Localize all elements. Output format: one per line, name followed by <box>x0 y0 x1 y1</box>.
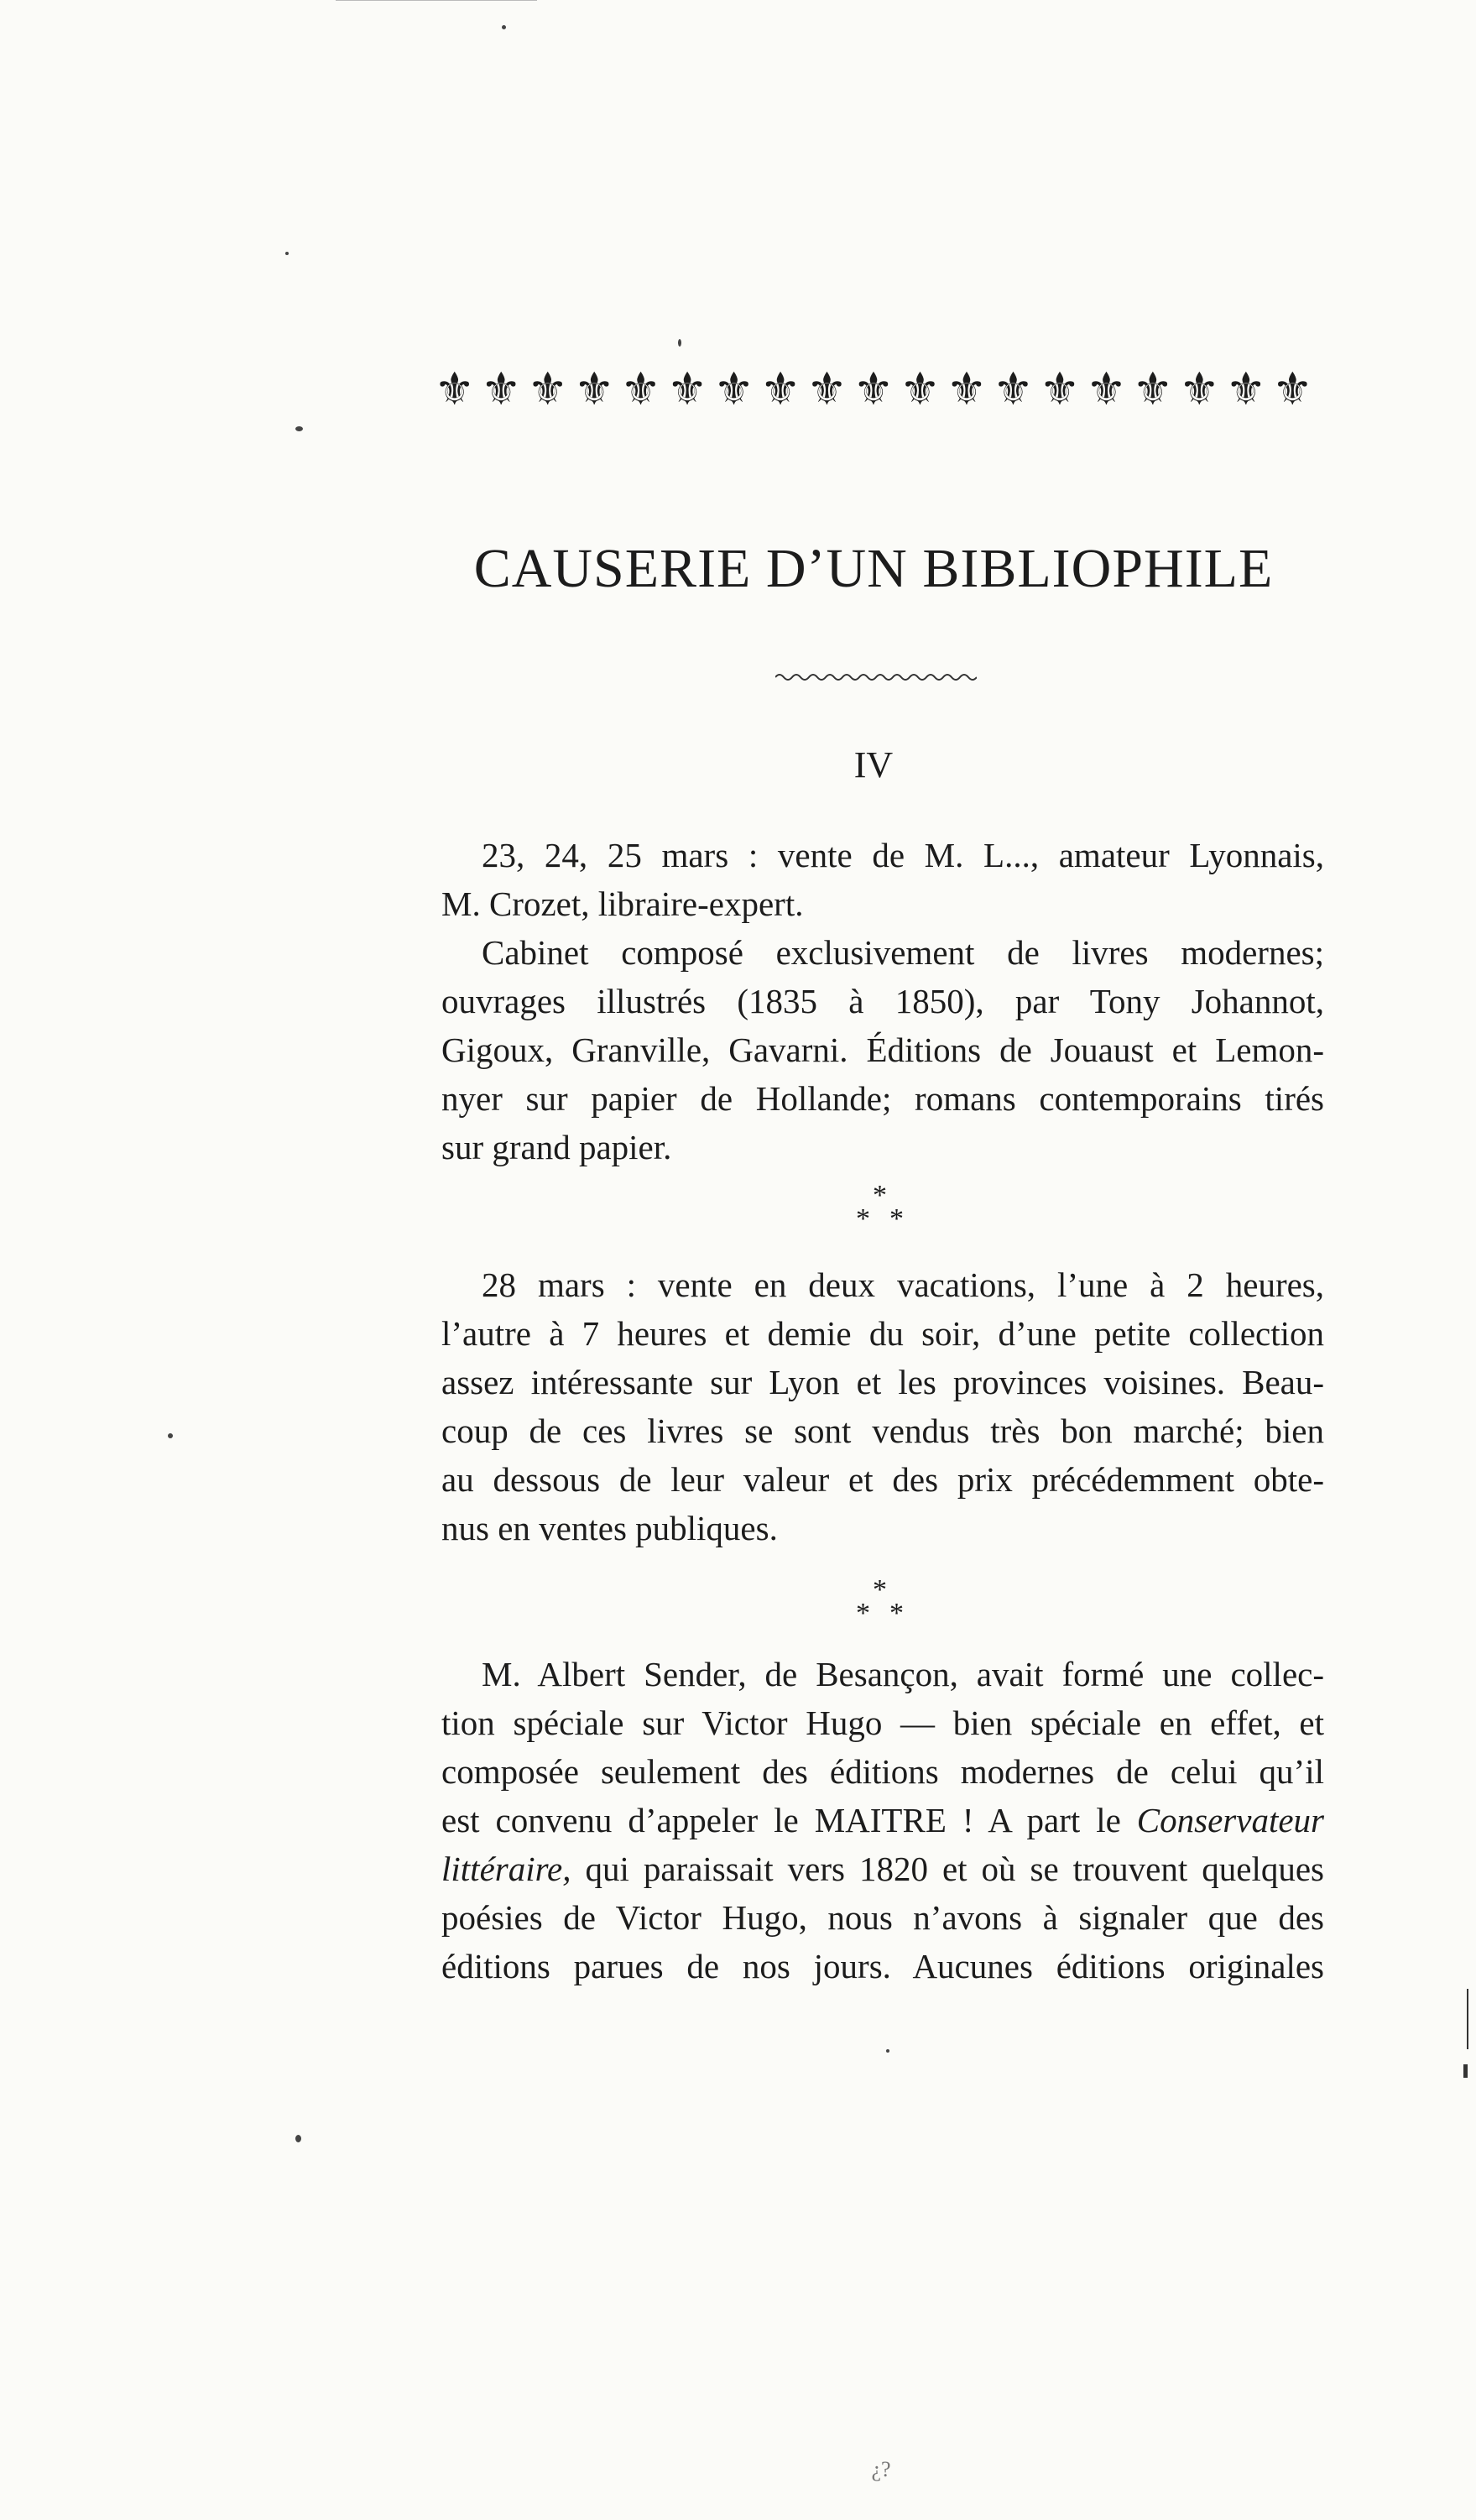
wavy-title-rule <box>775 671 977 683</box>
page-title: CAUSERIE D’UN BIBLIOPHILE <box>473 538 1274 599</box>
text-line: éditions parues de nos jours. Aucunes éditions originales <box>441 1947 1324 1985</box>
fleuron-icon: ⚜ <box>1225 363 1267 415</box>
text-line: nus en ventes publiques. <box>441 1509 778 1547</box>
paragraph-sale-lyonnais <box>441 831 1324 928</box>
scan-speck <box>295 426 303 431</box>
text-line: M. Crozet, libraire-expert. <box>441 884 804 923</box>
text-line: tion spéciale sur Victor Hugo — bien spéciale en effet, et <box>441 1703 1324 1742</box>
text-line: au dessous de leur valeur et des prix précédemment obte- <box>441 1460 1324 1499</box>
paragraph-victor-hugo-collection <box>441 1650 1324 1990</box>
text-line: 23, 24, 25 mars : vente de M. L..., amateur Lyonnais, <box>482 836 1324 874</box>
text-line: assez intéressante sur Lyon et les provinces voisines. Beau- <box>441 1363 1324 1401</box>
fleuron-icon: ⚜ <box>900 363 941 415</box>
asterism-star: * <box>873 1574 887 1605</box>
italic-title-text: Conservateur <box>1136 1801 1324 1839</box>
text-line: nyer sur papier de Hollande; romans contemporains tirés <box>441 1079 1324 1118</box>
text-line: M. Albert Sender, de Besançon, avait formé une collec- <box>482 1655 1324 1693</box>
text-line-with-italic: est convenu d’appeler le MAITRE ! A part le Conservateur <box>441 1801 1324 1839</box>
fleuron-icon: ⚜ <box>527 363 568 415</box>
fleuron-icon: ⚜ <box>480 363 522 415</box>
scan-speck <box>295 2135 301 2142</box>
fleuron-icon: ⚜ <box>759 363 801 415</box>
scan-speck <box>886 2049 889 2053</box>
text-line: l’autre à 7 heures et demie du soir, d’une petite collection <box>441 1314 1324 1353</box>
text-line: composée seulement des éditions modernes de celui qu’il <box>441 1752 1324 1791</box>
scan-speck <box>285 252 289 255</box>
asterism-divider <box>849 1182 916 1240</box>
fleuron-icon: ⚜ <box>806 363 848 415</box>
scan-speck <box>678 339 681 347</box>
scan-speck <box>502 25 506 29</box>
fleuron-icon: ⚜ <box>946 363 988 415</box>
text-line: ouvrages illustrés (1835 à 1850), par Tony Johannot, <box>441 982 1324 1020</box>
scan-edge-line <box>1467 1989 1468 2049</box>
fleuron-icon: ⚜ <box>1179 363 1220 415</box>
text-line: Cabinet composé exclusivement de livres modernes; <box>482 933 1324 972</box>
text-line-with-italic: littéraire, qui paraissait vers 1820 et où se trouvent quelques <box>441 1850 1324 1888</box>
fleuron-icon: ⚜ <box>713 363 754 415</box>
scan-edge-line <box>1463 2064 1468 2078</box>
asterism-star: * <box>889 1598 904 1629</box>
fleuron-icon: ⚜ <box>620 363 661 415</box>
text-line: 28 mars : vente en deux vacations, l’une à 2 heures, <box>482 1265 1324 1304</box>
fleuron-icon: ⚜ <box>434 363 475 415</box>
paragraph-sale-two-sessions <box>441 1260 1324 1552</box>
section-number: IV <box>853 744 894 785</box>
asterism-divider <box>849 1576 916 1635</box>
fleuron-ornament-band <box>431 363 1316 415</box>
asterism-star: * <box>873 1180 887 1211</box>
paragraph-cabinet <box>441 928 1324 1171</box>
text-line: Gigoux, Granville, Gavarni. Éditions de Jouaust et Lemon- <box>441 1030 1324 1069</box>
folio-mark: ¿? <box>871 2457 891 2481</box>
asterism-star: * <box>856 1598 870 1629</box>
fleuron-icon: ⚜ <box>1039 363 1081 415</box>
fleuron-icon: ⚜ <box>853 363 894 415</box>
scan-top-edge <box>336 0 537 1</box>
asterism-star: * <box>889 1203 904 1234</box>
fleuron-icon: ⚜ <box>1132 363 1174 415</box>
scan-speck <box>168 1433 173 1438</box>
text-line: coup de ces livres se sont vendus très bon marché; bien <box>441 1411 1324 1450</box>
fleuron-icon: ⚜ <box>1086 363 1127 415</box>
fleuron-icon: ⚜ <box>993 363 1034 415</box>
fleuron-icon: ⚜ <box>1272 363 1313 415</box>
fleuron-icon: ⚜ <box>573 363 615 415</box>
fleuron-icon: ⚜ <box>666 363 708 415</box>
text-line: sur grand papier. <box>441 1128 672 1166</box>
italic-title-text: littéraire, <box>441 1850 571 1888</box>
text-line: poésies de Victor Hugo, nous n’avons à signaler que des <box>441 1898 1324 1937</box>
asterism-star: * <box>856 1203 870 1234</box>
